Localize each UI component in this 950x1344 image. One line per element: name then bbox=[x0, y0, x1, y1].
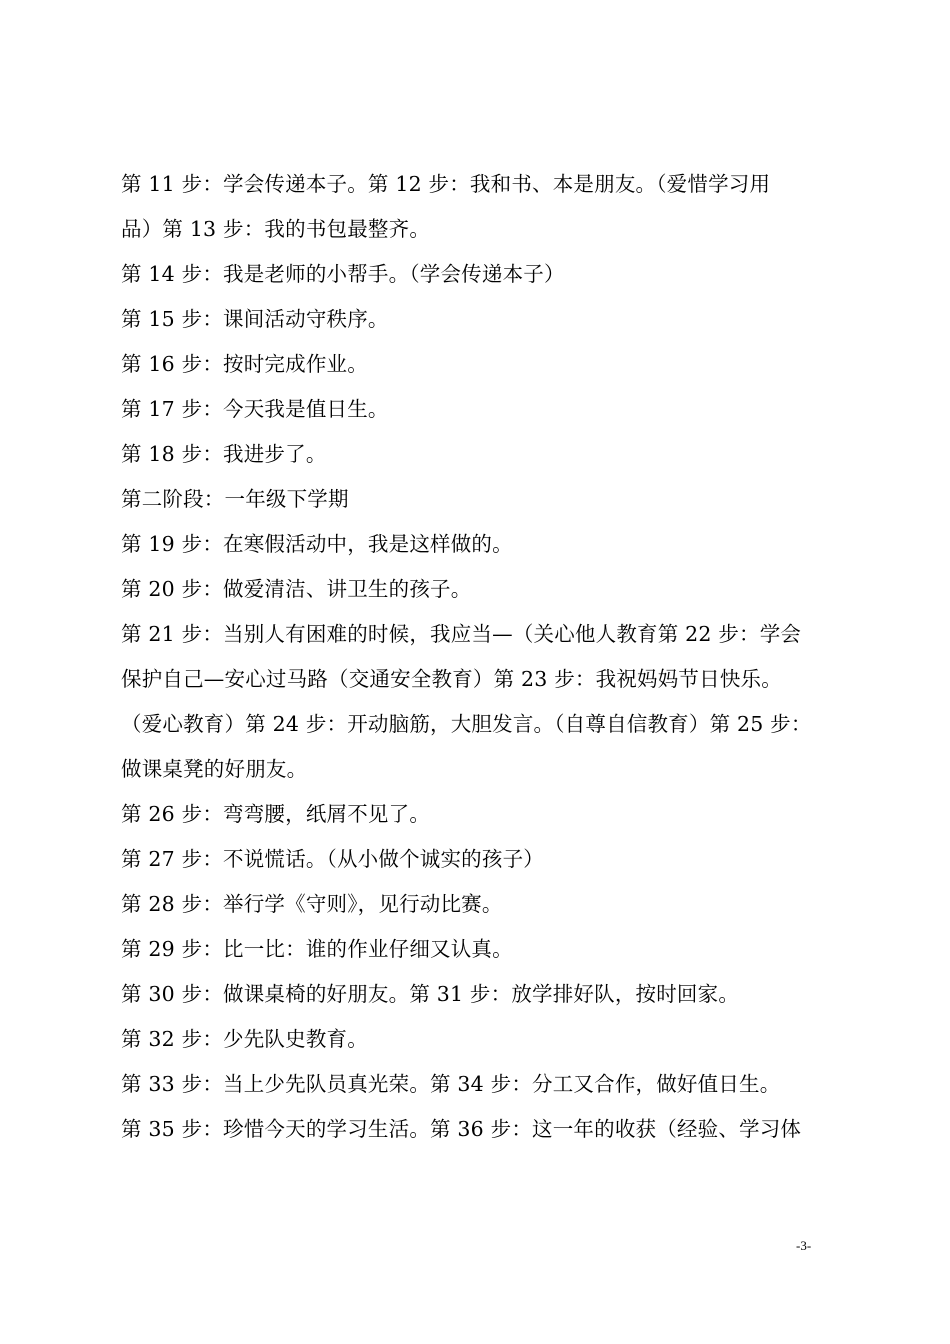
text-line: 第 26 步：弯弯腰，纸屑不见了。 bbox=[121, 802, 431, 826]
text-line: 第 15 步：课间活动守秩序。 bbox=[121, 307, 389, 331]
text-line: 品）第 13 步：我的书包最整齐。 bbox=[121, 217, 431, 241]
text-line: 第 18 步：我进步了。 bbox=[121, 442, 327, 466]
text-line: 第 32 步：少先队史教育。 bbox=[121, 1027, 368, 1051]
page-number: -3- bbox=[796, 1238, 812, 1253]
text-line: 第 30 步：做课桌椅的好朋友。第 31 步：放学排好队，按时回家。 bbox=[121, 982, 740, 1006]
text-line: 第 28 步：举行学《守则》，见行动比赛。 bbox=[121, 892, 503, 916]
text-line: （爱心教育）第 24 步：开动脑筋，大胆发言。（自尊自信教育）第 25 步： bbox=[121, 712, 812, 736]
text-line: 第 35 步：珍惜今天的学习生活。第 36 步：这一年的收获（经验、学习体 bbox=[121, 1117, 802, 1141]
text-line: 第 17 步：今天我是值日生。 bbox=[121, 397, 389, 421]
text-line: 做课桌凳的好朋友。 bbox=[121, 757, 308, 781]
text-line: 第 20 步：做爱清洁、讲卫生的孩子。 bbox=[121, 577, 472, 601]
document-body bbox=[121, 162, 836, 1152]
text-line: 第 16 步：按时完成作业。 bbox=[121, 352, 368, 376]
text-line: 第 33 步：当上少先队员真光荣。第 34 步：分工又合作，做好值日生。 bbox=[121, 1072, 781, 1096]
text-line: 保护自己—安心过马路（交通安全教育）第 23 步：我祝妈妈节日快乐。 bbox=[121, 667, 782, 691]
text-line: 第 19 步：在寒假活动中，我是这样做的。 bbox=[121, 532, 513, 556]
text-line: 第 11 步：学会传递本子。第 12 步：我和书、本是朋友。（爱惜学习用 bbox=[121, 172, 771, 196]
text-line: 第 29 步：比一比：谁的作业仔细又认真。 bbox=[121, 937, 513, 961]
text-line: 第 14 步：我是老师的小帮手。（学会传递本子） bbox=[121, 262, 565, 286]
section-heading: 第二阶段：一年级下学期 bbox=[121, 487, 349, 511]
text-line: 第 21 步：当别人有困难的时候，我应当—（关心他人教育第 22 步：学会 bbox=[121, 622, 802, 646]
text-line: 第 27 步：不说慌话。（从小做个诚实的孩子） bbox=[121, 847, 544, 871]
